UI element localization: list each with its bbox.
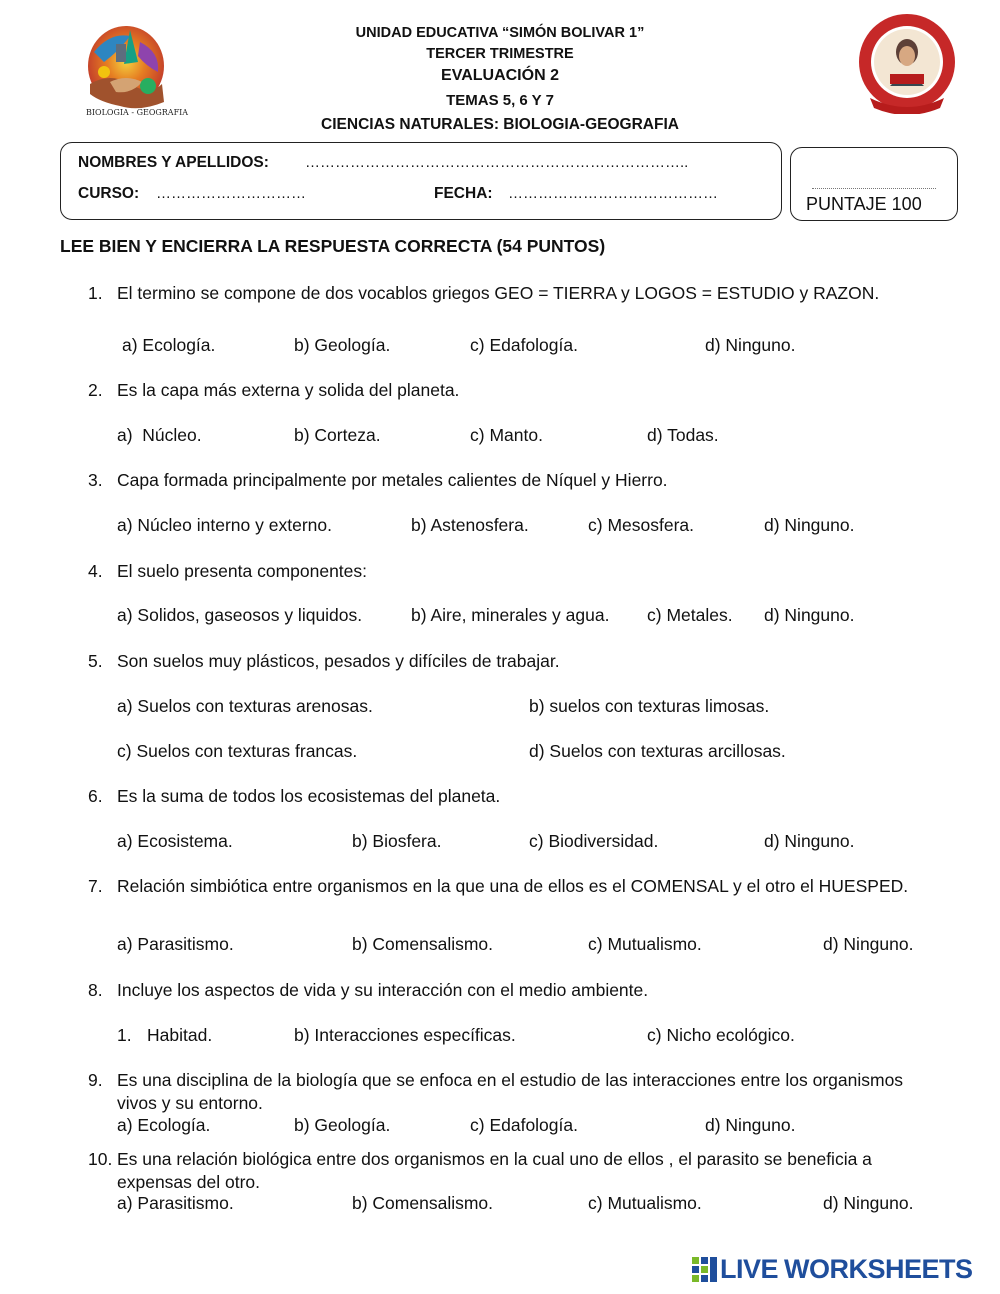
option-c[interactable]: c) Nicho ecológico. (647, 1025, 795, 1045)
option-b[interactable]: b) Biosfera. (352, 831, 442, 851)
question-text: Es una disciplina de la biología que se enfoca en el estudio de las interacciones entre los organismos vivos y su entorno. (117, 1070, 904, 1113)
subject: CIENCIAS NATURALES: BIOLOGIA-GEOGRAFIA (321, 116, 679, 133)
question-text: Es la suma de todos los ecosistemas del planeta. (117, 786, 501, 806)
question-text: Es una relación biológica entre dos organismos en la cual uno de ellos , el parasito se beneficia a expensas del otro. (117, 1149, 872, 1192)
option-c[interactable]: c) Mesosfera. (588, 515, 694, 535)
option-c[interactable]: c) Edafología. (470, 1115, 578, 1135)
question-text: El suelo presenta componentes: (117, 561, 368, 581)
option-b[interactable]: b) Geología. (294, 335, 391, 355)
question-text: Son suelos muy plásticos, pesados y difíciles de trabajar. (117, 651, 560, 671)
option-a[interactable]: a) Parasitismo. (117, 934, 234, 954)
question-number: 7. (88, 876, 103, 896)
liveworksheets-logo (692, 1255, 992, 1285)
option-b[interactable]: b) Geología. (294, 1115, 391, 1135)
option-c[interactable]: c) Edafología. (470, 335, 578, 355)
option-b[interactable]: b) suelos con texturas limosas. (529, 696, 770, 716)
option-b[interactable]: b) Comensalismo. (352, 1193, 494, 1213)
liveworksheets-grid-icon (692, 1257, 718, 1283)
option-b[interactable]: b) Corteza. (294, 425, 381, 445)
school-name: UNIDAD EDUCATIVA “SIMÓN BOLIVAR 1” (355, 25, 645, 41)
option-b[interactable]: b) Interacciones específicas. (294, 1025, 516, 1045)
option-a[interactable]: a) Ecología. (117, 1115, 211, 1135)
option-b[interactable]: b) Astenosfera. (411, 515, 529, 535)
option-c[interactable]: c) Mutualismo. (588, 934, 702, 954)
option-c[interactable]: c) Metales. (647, 605, 733, 625)
question-text: Capa formada principalmente por metales calientes de Níquel y Hierro. (117, 470, 668, 490)
question-number: 6. (88, 786, 103, 806)
option-a[interactable]: Habitad. (147, 1025, 213, 1045)
course-field[interactable]: ………………………… (156, 185, 306, 202)
option-a[interactable]: a) Núcleo. (117, 425, 202, 445)
topics: TEMAS 5, 6 Y 7 (446, 92, 554, 109)
option-b[interactable]: b) Comensalismo. (352, 934, 494, 954)
option-a-number: 1. (117, 1025, 132, 1045)
term: TERCER TRIMESTRE (426, 46, 574, 62)
question-number: 5. (88, 651, 103, 671)
option-c[interactable]: c) Mutualismo. (588, 1193, 702, 1213)
course-label: CURSO: (78, 185, 140, 202)
question-number: 3. (88, 470, 103, 490)
names-label: NOMBRES Y APELLIDOS: (78, 154, 269, 171)
question-text: El termino se compone de dos vocablos griegos GEO = TIERRA y LOGOS = ESTUDIO y RAZON. (117, 283, 880, 303)
brand-worksheets: WORKSHEETS (784, 1254, 973, 1284)
question-number: 2. (88, 380, 103, 400)
option-d[interactable]: d) Ninguno. (764, 831, 855, 851)
option-b[interactable]: b) Aire, minerales y agua. (411, 605, 610, 625)
score-line[interactable] (812, 188, 936, 189)
option-d[interactable]: d) Todas. (647, 425, 719, 445)
question-number: 8. (88, 980, 103, 1000)
date-label: FECHA: (434, 185, 493, 202)
question-text: Es la capa más externa y solida del planeta. (117, 380, 460, 400)
option-d[interactable]: d) Suelos con texturas arcillosas. (529, 741, 786, 761)
option-a[interactable]: a) Ecosistema. (117, 831, 233, 851)
question-number: 4. (88, 561, 103, 581)
option-d[interactable]: d) Ninguno. (764, 515, 855, 535)
question-text: Incluye los aspectos de vida y su interacción con el medio ambiente. (117, 980, 649, 1000)
option-a[interactable]: a) Solidos, gaseosos y liquidos. (117, 605, 363, 625)
question-number: 1. (88, 283, 103, 303)
instructions: LEE BIEN Y ENCIERRA LA RESPUESTA CORRECTA (54 PUNTOS) (60, 236, 606, 256)
question-number: 10. (88, 1149, 113, 1169)
logo-caption: BIOLOGIA - GEOGRAFIA (86, 108, 189, 117)
option-a[interactable]: a) Suelos con texturas arenosas. (117, 696, 373, 716)
evaluation-title: EVALUACIÓN 2 (441, 67, 559, 84)
option-a[interactable]: a) Parasitismo. (117, 1193, 234, 1213)
question-number: 9. (88, 1070, 103, 1090)
names-field[interactable]: ………………………………………………………………….. (305, 154, 689, 171)
score-label: PUNTAJE 100 (806, 194, 922, 214)
option-d[interactable]: d) Ninguno. (705, 1115, 796, 1135)
question-text: Relación simbiótica entre organismos en la que una de ellos es el COMENSAL y el otro el HUESPED. (117, 876, 909, 896)
option-d[interactable]: d) Ninguno. (764, 605, 855, 625)
option-c[interactable]: c) Biodiversidad. (529, 831, 659, 851)
option-a[interactable]: a) Ecología. (122, 335, 216, 355)
option-c[interactable]: c) Suelos con texturas francas. (117, 741, 358, 761)
date-field[interactable]: …………………………………… (508, 185, 718, 202)
brand-live: LIVE (720, 1254, 779, 1284)
option-d[interactable]: d) Ninguno. (705, 335, 796, 355)
option-d[interactable]: d) Ninguno. (823, 1193, 914, 1213)
option-a[interactable]: a) Núcleo interno y externo. (117, 515, 332, 535)
option-c[interactable]: c) Manto. (470, 425, 543, 445)
option-d[interactable]: d) Ninguno. (823, 934, 914, 954)
